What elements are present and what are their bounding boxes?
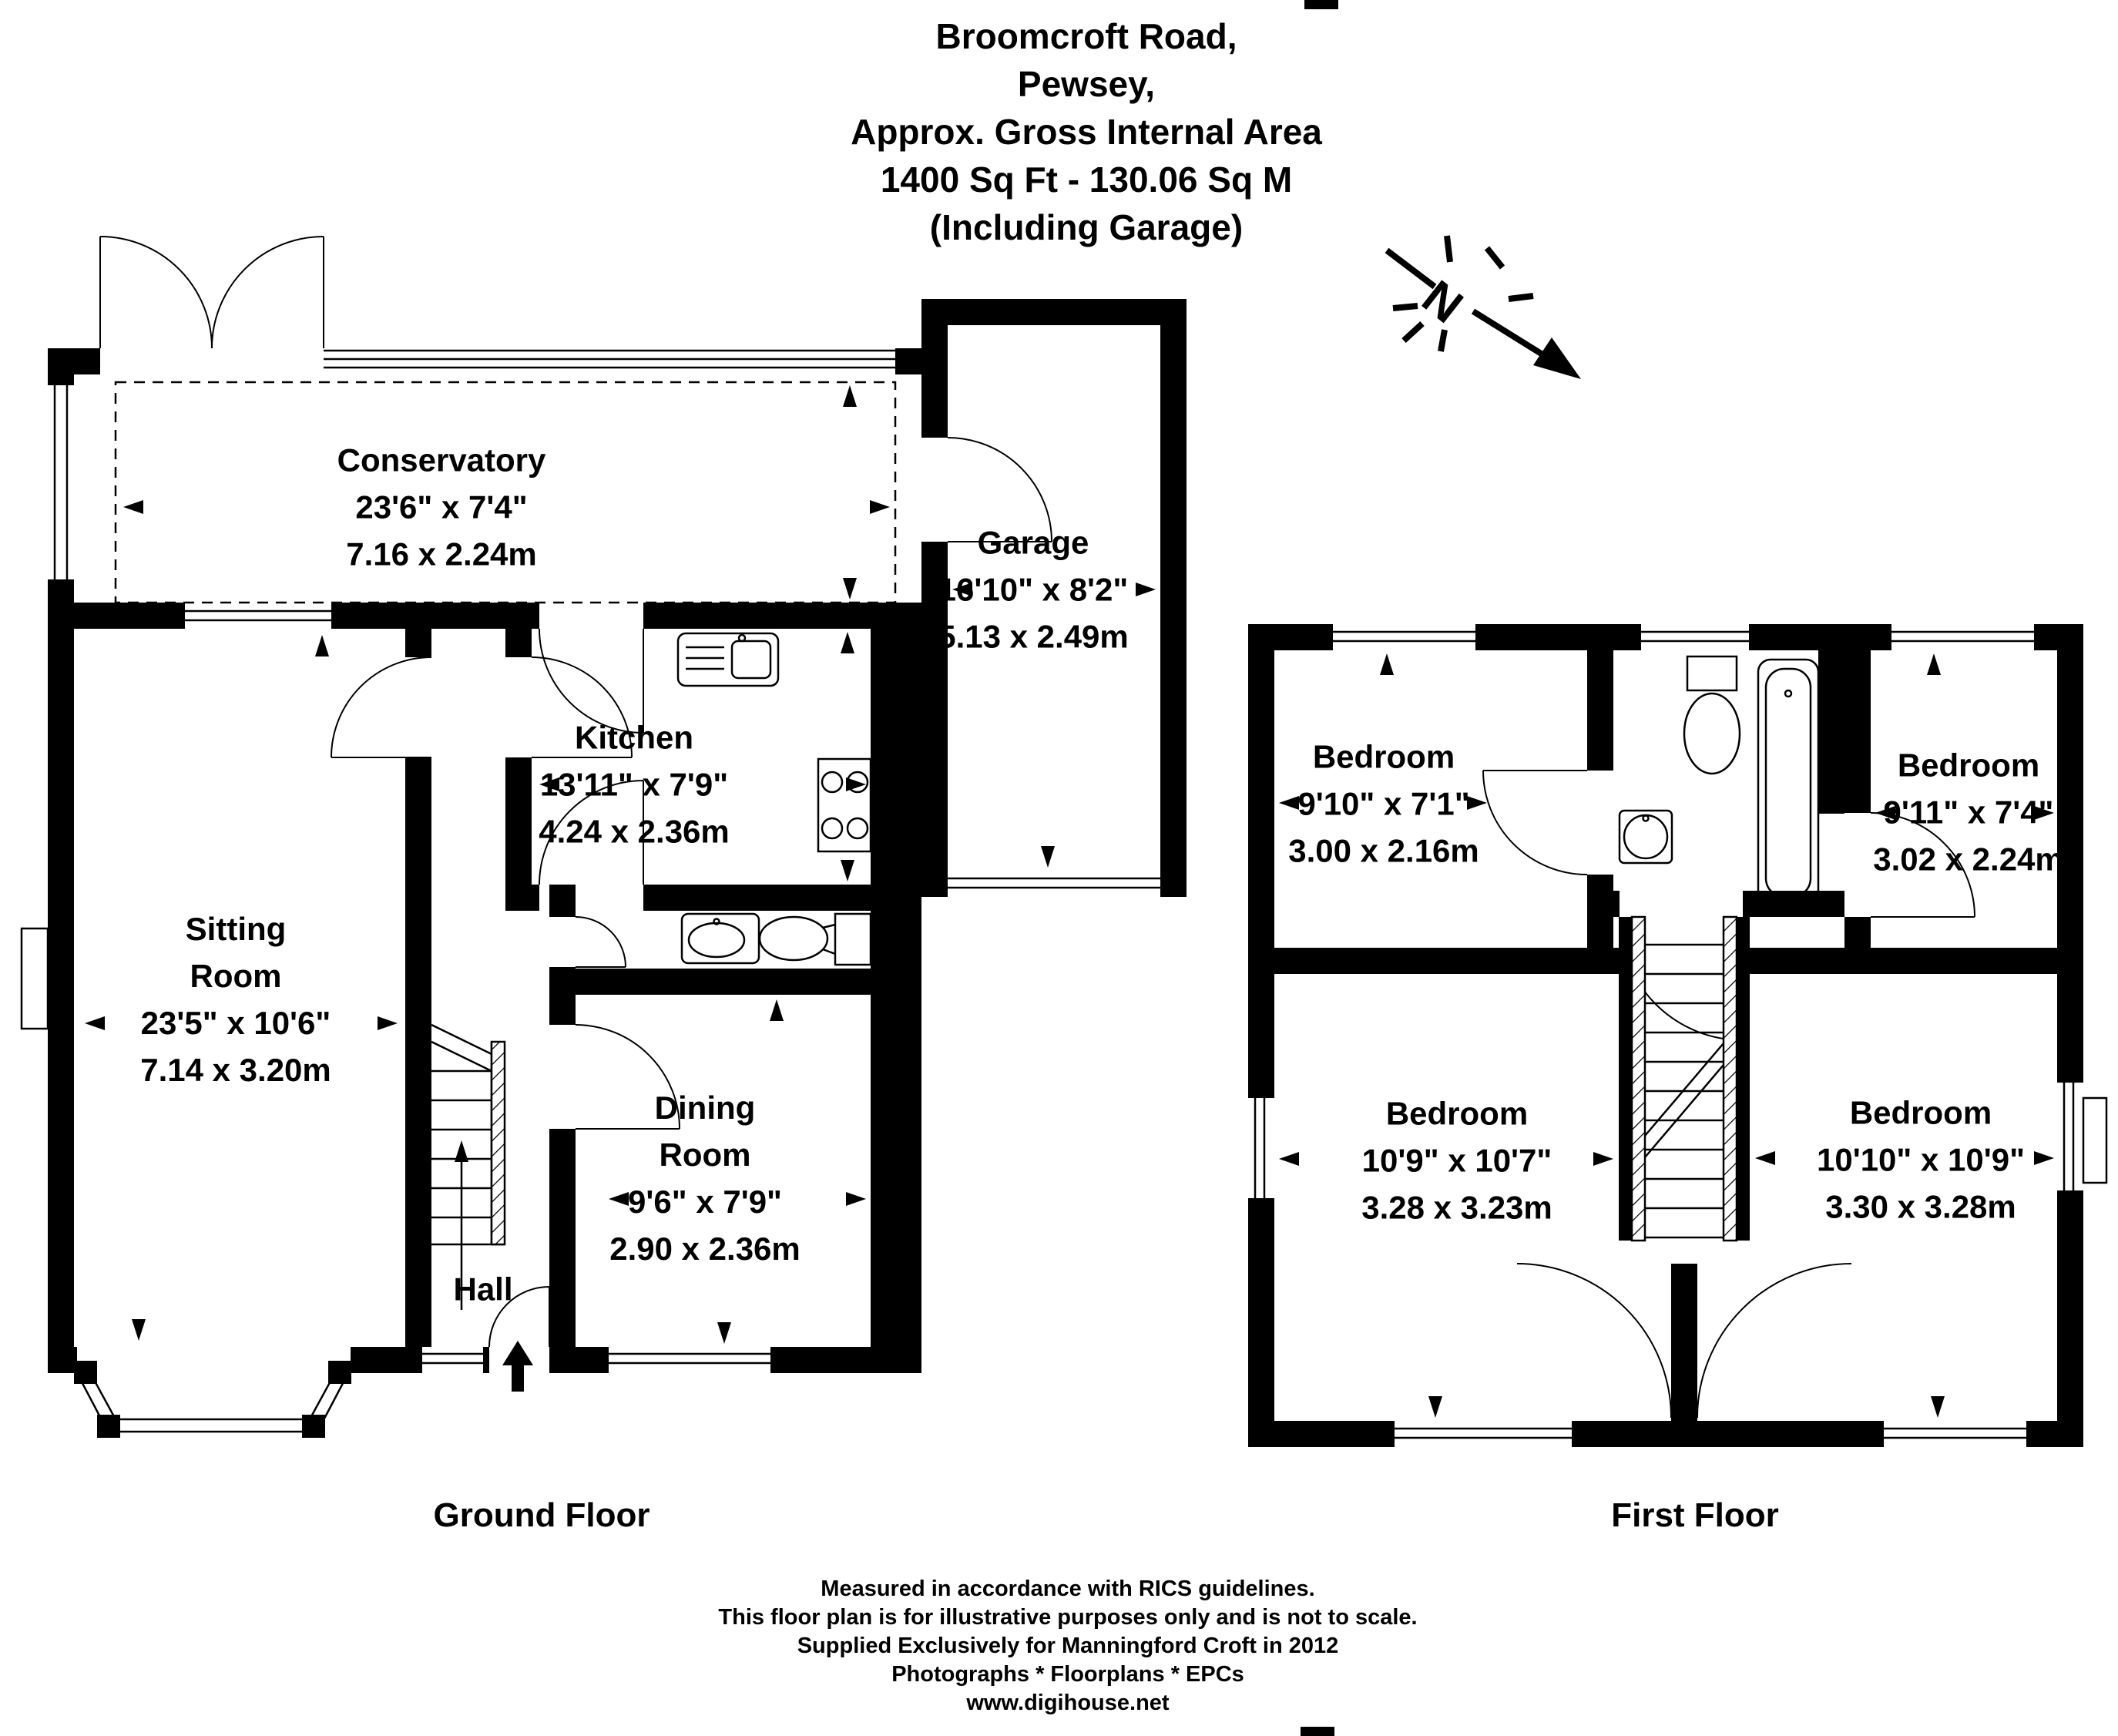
room-label-bedroom-bottom-left bbox=[1361, 1090, 1552, 1231]
room-size-metric: 5.13 x 2.49m bbox=[938, 618, 1129, 655]
room-name: Kitchen bbox=[574, 719, 693, 756]
room-label-sitting-room bbox=[140, 905, 331, 1093]
kitchen-sink bbox=[678, 633, 778, 686]
room-name: Bedroom bbox=[1849, 1094, 1992, 1131]
disclaimer-footer bbox=[718, 1575, 1417, 1718]
room-label-conservatory bbox=[337, 437, 546, 578]
room-name: Garage bbox=[977, 524, 1089, 561]
room-name: Dining bbox=[654, 1090, 756, 1126]
room-size-imperial: 10'10" x 10'9" bbox=[1816, 1141, 2026, 1178]
bathroom-toilet bbox=[1684, 656, 1740, 774]
title-town-line: Pewsey, bbox=[1017, 64, 1156, 104]
room-name: Conservatory bbox=[337, 442, 546, 478]
wc-basin bbox=[682, 914, 759, 963]
room-label-bedroom-top-left bbox=[1288, 734, 1479, 875]
room-size-imperial: 9'6" x 7'9" bbox=[628, 1184, 782, 1220]
room-label-bedroom-top-right bbox=[1873, 742, 2064, 883]
room-size-metric: 3.02 x 2.24m bbox=[1873, 841, 2064, 878]
room-name: Bedroom bbox=[1385, 1095, 1529, 1132]
plan-title bbox=[851, 12, 1322, 251]
first-floor-caption: First Floor bbox=[1611, 1496, 1779, 1534]
room-name: Bedroom bbox=[1312, 738, 1455, 775]
room-size-imperial: 10'9" x 10'7" bbox=[1361, 1142, 1552, 1179]
room-size-metric: 3.28 x 3.23m bbox=[1361, 1189, 1552, 1226]
room-size-imperial: 23'6" x 7'4" bbox=[355, 489, 528, 526]
room-label-kitchen bbox=[539, 714, 730, 855]
title-garage-note: (Including Garage) bbox=[929, 207, 1244, 247]
room-size-metric: 3.30 x 3.28m bbox=[1825, 1188, 2016, 1225]
ground-floor-caption: Ground Floor bbox=[433, 1496, 650, 1534]
entry-arrow-icon bbox=[502, 1341, 533, 1392]
room-name: Sitting bbox=[185, 911, 287, 947]
room-size-imperial: 13'11" x 7'9" bbox=[539, 766, 729, 803]
room-name: Room bbox=[190, 958, 282, 994]
room-label-hall bbox=[453, 1266, 512, 1313]
footer-website-line: www.digihouse.net bbox=[966, 1691, 1170, 1715]
footer-supplier-line: Supplied Exclusively for Manningford Croft in 2012 bbox=[797, 1634, 1339, 1658]
room-label-dining-room bbox=[609, 1084, 801, 1272]
room-label-garage bbox=[938, 519, 1129, 660]
compass-north-letter: N bbox=[1412, 270, 1472, 334]
title-area-caption: Approx. Gross Internal Area bbox=[851, 112, 1322, 152]
room-size-metric: 3.00 x 2.16m bbox=[1288, 832, 1479, 869]
footer-rics-line: Measured in accordance with RICS guidelines. bbox=[821, 1577, 1315, 1601]
room-size-imperial: 9'11" x 7'4" bbox=[1883, 794, 2054, 831]
title-area-values: 1400 Sq Ft - 130.06 Sq M bbox=[880, 159, 1293, 200]
footer-services-line: Photographs * Floorplans * EPCs bbox=[891, 1662, 1244, 1687]
french-doors bbox=[100, 237, 324, 348]
bathroom-basin bbox=[1620, 811, 1672, 863]
room-name: Bedroom bbox=[1897, 747, 2040, 784]
room-name: Hall bbox=[453, 1271, 513, 1308]
room-size-metric: 2.90 x 2.36m bbox=[609, 1231, 801, 1267]
wc-toilet bbox=[760, 914, 871, 965]
room-size-metric: 4.24 x 2.36m bbox=[539, 813, 730, 850]
room-name: Room bbox=[659, 1137, 751, 1173]
first-floor-stairs bbox=[1632, 917, 1737, 1241]
room-size-imperial: 9'10" x 7'1" bbox=[1297, 785, 1470, 822]
room-size-metric: 7.14 x 3.20m bbox=[140, 1052, 331, 1088]
room-size-metric: 7.16 x 2.24m bbox=[346, 536, 537, 573]
footer-illustrative-line: This floor plan is for illustrative purposes only and is not to scale. bbox=[718, 1605, 1418, 1630]
room-label-bedroom-bottom-right bbox=[1817, 1090, 2025, 1231]
bathroom-bath bbox=[1758, 660, 1818, 909]
title-address-line: Broomcroft Road, bbox=[935, 16, 1237, 56]
room-size-imperial: 23'5" x 10'6" bbox=[140, 1005, 331, 1041]
room-size-imperial: 16'10" x 8'2" bbox=[938, 571, 1129, 608]
kitchen-hob bbox=[818, 759, 871, 851]
